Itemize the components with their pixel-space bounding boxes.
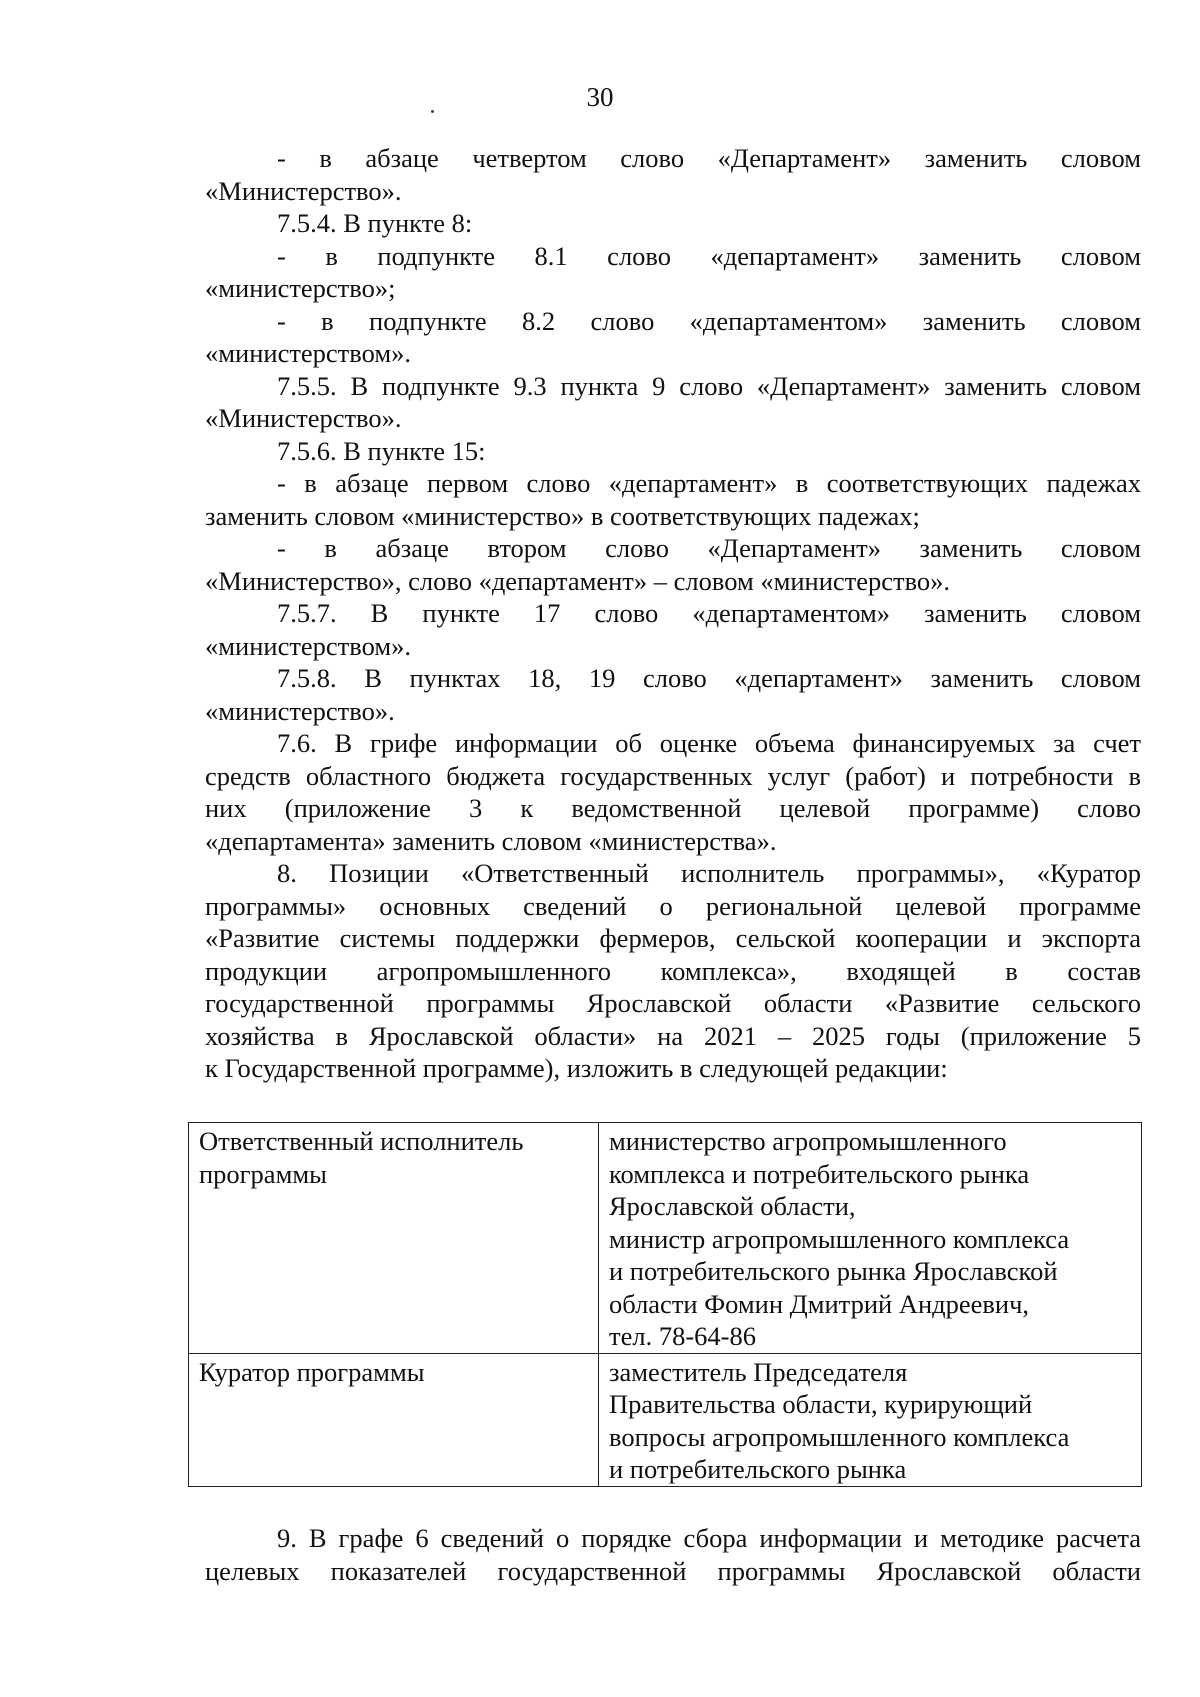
scan-dot [431,110,434,113]
cell-text-line: области Фомин Дмитрий Андреевич, [609,1288,1030,1319]
cell-text-line: Ярославской области, [609,1191,856,1221]
text-line: государственной программы Ярославской области «Развитие сельского [205,988,1141,1018]
text-line: «министерством». [205,630,411,661]
cell-text-line: Куратор программы [199,1356,425,1387]
document-body-continued [205,1522,1141,1587]
text-line: «министерство». [205,695,395,726]
table-row [189,1123,1142,1354]
text-line: 7.6. В грифе информации об оценке объема финансируемых за счет [277,728,1141,758]
cell-text-line: министр агропромышленного комплекса [609,1223,1070,1254]
text-line: «министерством». [205,338,411,368]
text-line: 9. В графе 6 сведений о порядке сбора информации и методике расчета [277,1523,1141,1553]
table-cell-value [599,1123,1142,1354]
text-line: 7.5.7. В пункте 17 слово «департаментом» заменить словом [277,598,1141,628]
page-number: 30 [586,82,614,112]
text-line: 7.5.8. В пунктах 18, 19 слово «департамент» заменить словом [277,663,1141,693]
table-cell-value [599,1353,1142,1486]
text-line: целевых показателей государственной программы Ярославской области [205,1555,1141,1586]
cell-text-line: Ответственный исполнитель [199,1126,524,1156]
text-line: «Министерство». [205,403,402,433]
document-body [205,142,1141,1085]
text-line: 8. Позиции «Ответственный исполнитель программы», «Куратор [277,858,1141,888]
text-line: «Развитие системы поддержки фермеров, сельской кооперации и экспорта [205,923,1141,953]
text-line: к Государственной программе), изложить в следующей редакции: [205,1053,948,1083]
text-line: - в абзаце первом слово «департамент» в соответствующих падежах [277,468,1141,498]
text-line: хозяйства в Ярославской области» на 2021 – 2025 годы (приложение 5 [205,1020,1141,1051]
text-line: продукции агропромышленного комплекса», входящей в состав [205,955,1141,986]
table-cell-label [189,1353,599,1486]
text-line: заменить словом «министерство» в соответствующих падежах; [205,500,920,531]
cell-text-line: комплекса и потребительского рынка [609,1158,1030,1189]
text-line: - в абзаце четвертом слово «Департамент» заменить словом [277,143,1141,173]
text-line: 7.5.5. В подпункте 9.3 пункта 9 слово «Департамент» заменить словом [277,370,1141,401]
cell-text-line: вопросы агропромышленного комплекса [609,1421,1070,1452]
cell-text-line: тел. 78-64-86 [609,1321,756,1351]
cell-text-line: министерство агропромышленного [609,1126,1007,1156]
cell-text-line: Правительства области, курирующий [609,1389,1033,1419]
table-row [189,1353,1142,1486]
text-line: - в абзаце втором слово «Департамент» заменить словом [277,533,1141,563]
text-line: «министерство»; [205,273,396,303]
text-line: «Министерство». [205,175,402,206]
program-info-table [188,1122,1142,1487]
cell-text-line: и потребительского рынка [609,1454,907,1484]
text-line: «департамента» заменить словом «министерства». [205,825,777,856]
text-line: - в подпункте 8.2 слово «департаментом» заменить словом [277,305,1141,336]
text-line: «Министерство», слово «департамент» – словом «министерство». [205,565,951,596]
cell-text-line: заместитель Председателя [609,1356,908,1387]
text-line: 7.5.6. В пункте 15: [277,435,486,466]
cell-text-line: программы [199,1158,327,1189]
text-line: них (приложение 3 к ведомственной целевой программе) слово [205,793,1141,823]
text-line: средств областного бюджета государственных услуг (работ) и потребности в [205,760,1141,791]
text-line: программы» основных сведений о региональной целевой программе [205,890,1141,921]
cell-text-line: и потребительского рынка Ярославской [609,1256,1058,1286]
text-line: 7.5.4. В пункте 8: [277,208,473,238]
table-cell-label [189,1123,599,1354]
text-line: - в подпункте 8.1 слово «департамент» заменить словом [277,240,1141,271]
